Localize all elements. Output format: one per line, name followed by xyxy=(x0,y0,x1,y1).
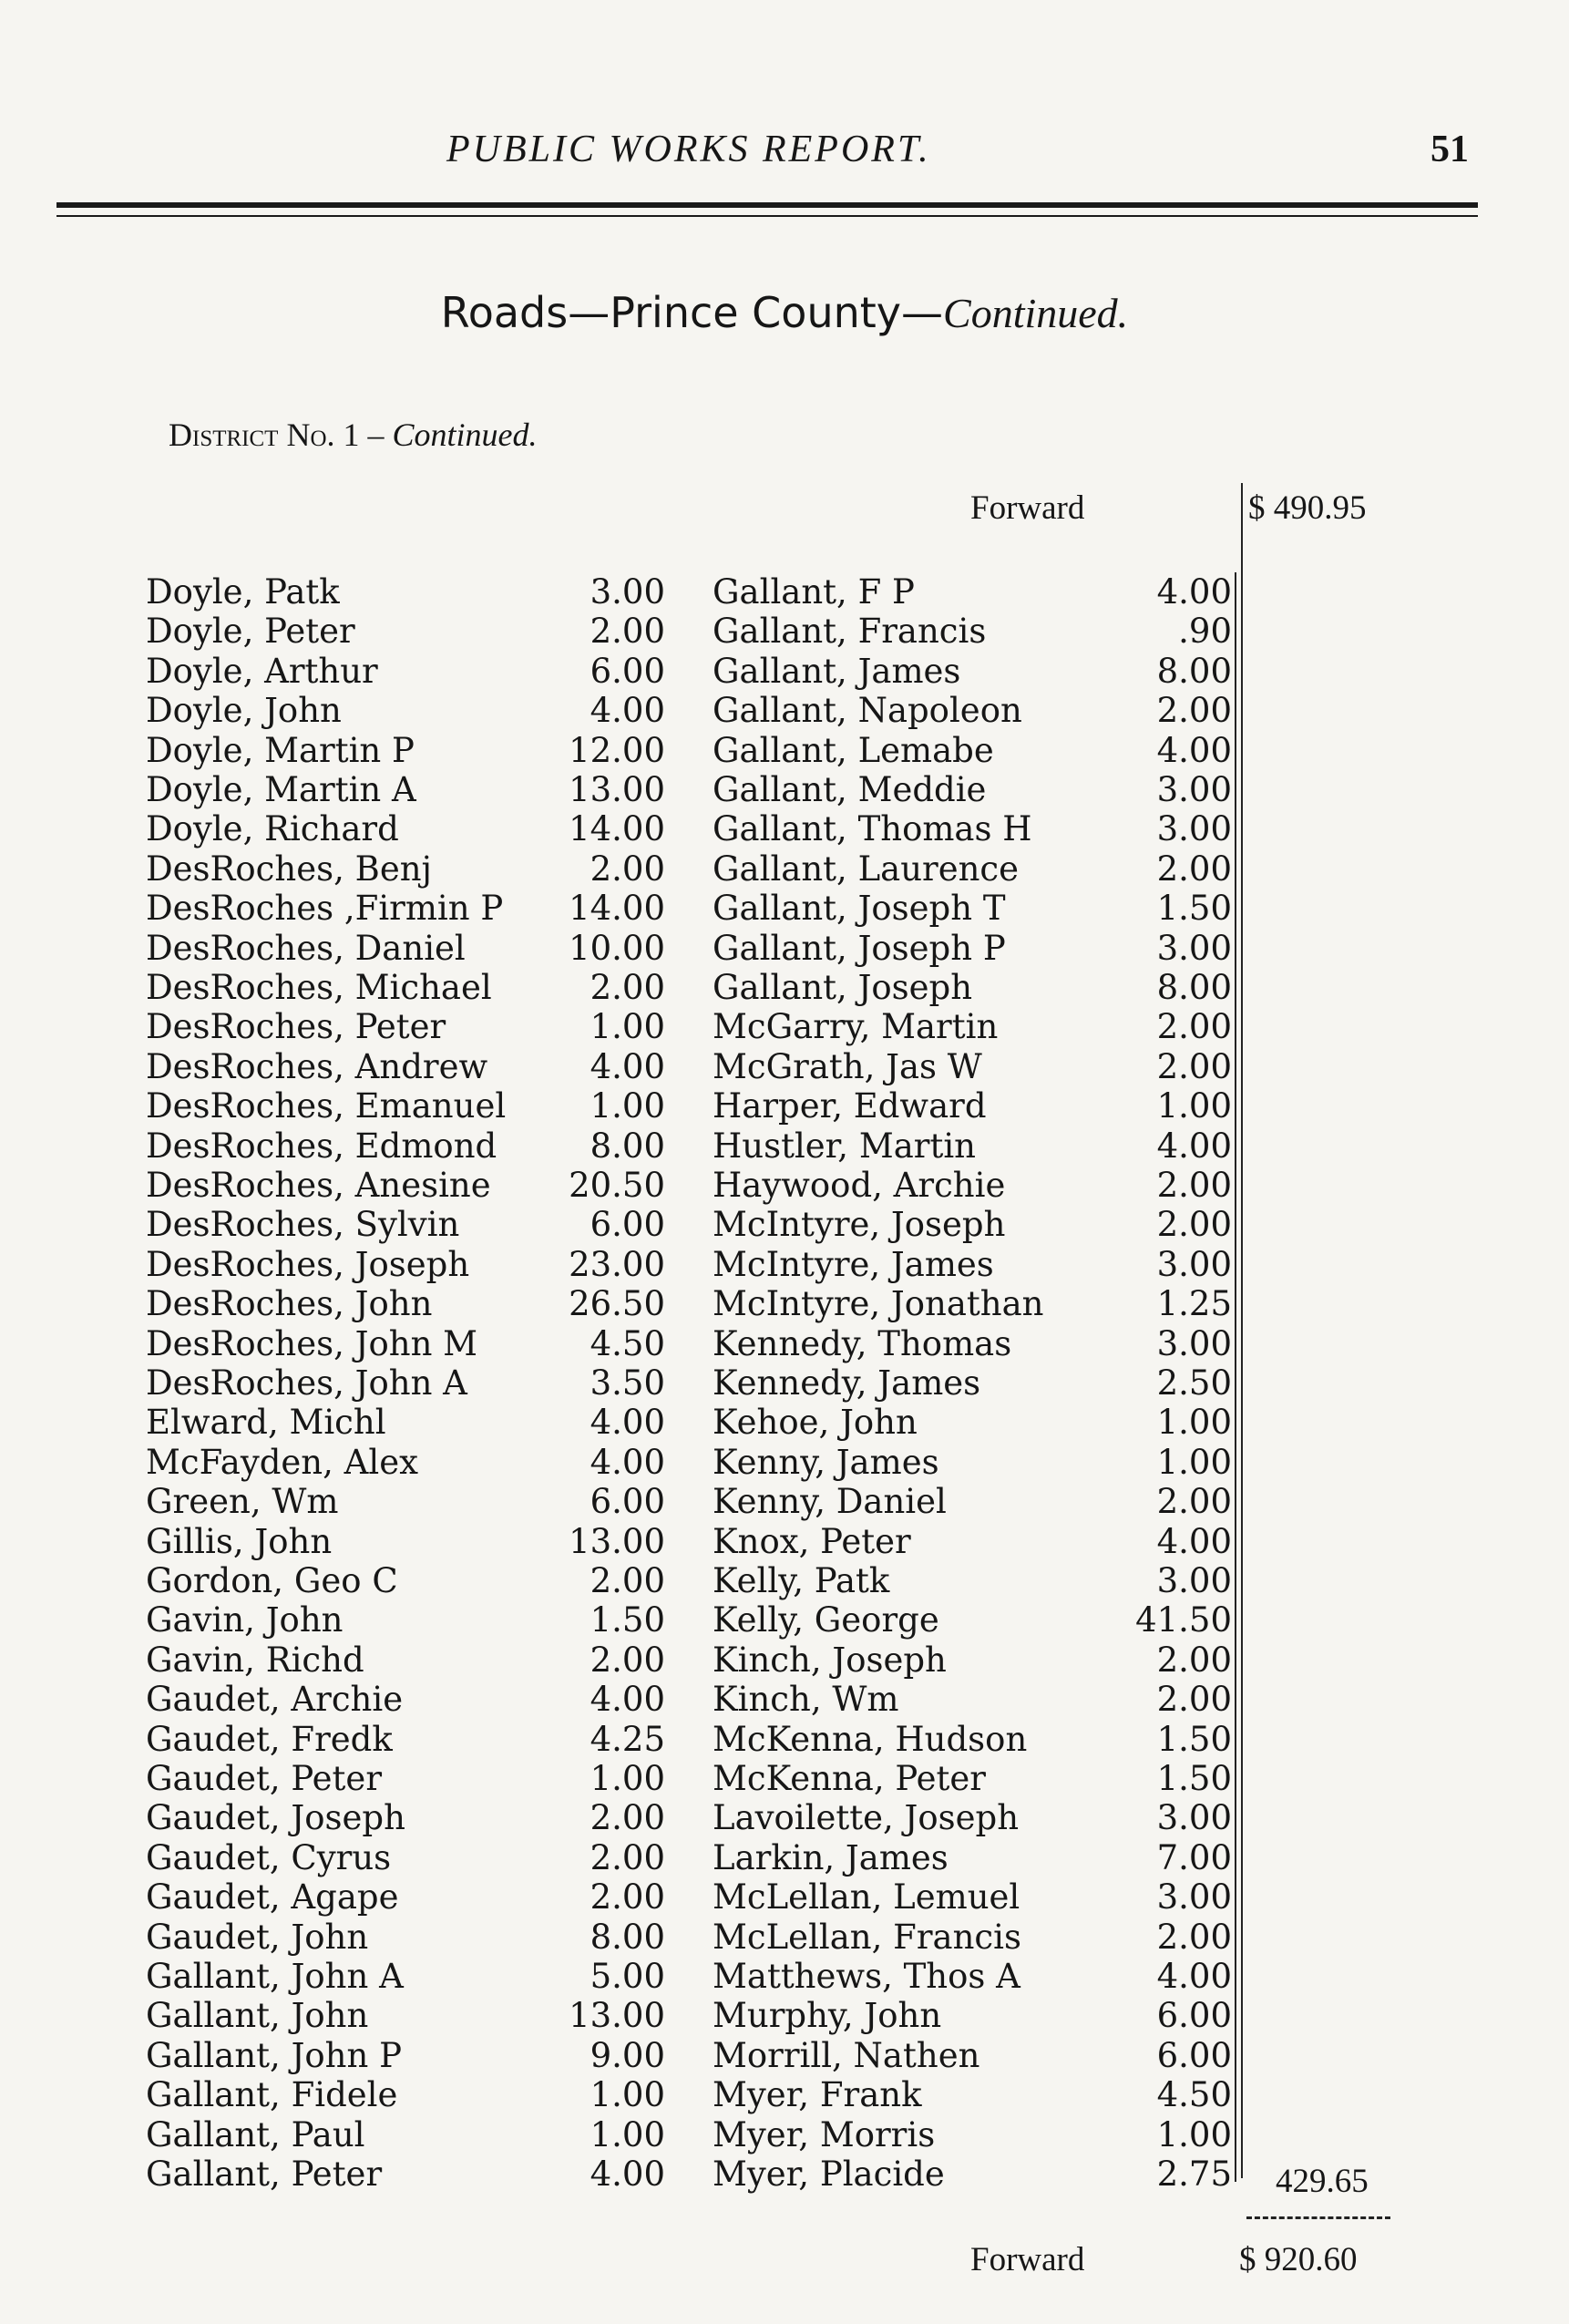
entry-name: Gallant, Fidele xyxy=(146,2075,398,2115)
entry-name: Murphy, John xyxy=(713,1996,942,2036)
entry-name: Gordon, Geo C xyxy=(146,1561,398,1600)
entry-amount: 1.50 xyxy=(1156,1759,1232,1798)
entry-name: Myer, Placide xyxy=(713,2154,945,2194)
entry-name: DesRoches, Daniel xyxy=(146,928,466,968)
entry-amount: 1.00 xyxy=(1156,1442,1232,1482)
forward-amount-top: $ 490.95 xyxy=(1248,489,1367,527)
entry-amount: 1.00 xyxy=(590,2114,665,2154)
entry-name: Doyle, Patk xyxy=(146,572,340,612)
entry-amount: 4.00 xyxy=(590,1680,665,1720)
subtotal-amount: 429.65 xyxy=(1276,2163,1369,2200)
entry-name: Myer, Morris xyxy=(713,2114,936,2154)
entry-amount: 2.00 xyxy=(590,1877,665,1918)
entry-amount: 2.00 xyxy=(1156,1680,1232,1720)
entry-name: Gavin, John xyxy=(146,1600,344,1640)
entry-name: Gallant, Paul xyxy=(146,2114,365,2154)
table-row xyxy=(0,849,1569,889)
entry-name: Gaudet, Peter xyxy=(146,1759,382,1798)
table-row xyxy=(0,652,1569,692)
entry-name: Gaudet, John xyxy=(146,1917,369,1957)
entry-name: Matthews, Thos A xyxy=(713,1957,1020,1996)
entry-amount: 3.00 xyxy=(590,572,665,612)
entry-amount: 6.00 xyxy=(590,1482,665,1522)
entry-amount: 4.00 xyxy=(590,1046,665,1086)
entry-name: Gallant, Francis xyxy=(713,612,987,652)
entry-amount: 1.50 xyxy=(1156,889,1232,929)
entry-amount: 6.00 xyxy=(1156,2035,1232,2075)
table-row xyxy=(0,2075,1569,2115)
table-row xyxy=(0,1838,1569,1878)
entry-amount: 4.00 xyxy=(1156,572,1232,612)
table-row xyxy=(0,2036,1569,2076)
entry-name: Haywood, Archie xyxy=(713,1166,1006,1205)
entry-amount: 2.00 xyxy=(1156,1917,1232,1957)
entry-amount: 12.00 xyxy=(569,730,665,770)
entry-name: Kenny, James xyxy=(713,1442,939,1482)
table-row xyxy=(0,1600,1569,1640)
table-row xyxy=(0,1324,1569,1364)
entry-name: Gallant, Napoleon xyxy=(713,691,1022,731)
entry-name: DesRoches, Peter xyxy=(146,1007,446,1047)
entry-amount: 1.50 xyxy=(590,1600,665,1640)
entry-amount: 10.00 xyxy=(569,928,665,968)
entry-amount: 6.00 xyxy=(590,651,665,691)
entry-name: DesRoches, John M xyxy=(146,1323,478,1363)
entry-name: Harper, Edward xyxy=(713,1086,987,1126)
entry-name: Kinch, Wm xyxy=(713,1680,899,1720)
entry-name: Kinch, Joseph xyxy=(713,1640,947,1680)
table-row xyxy=(0,691,1569,731)
entry-name: Lavoilette, Joseph xyxy=(713,1798,1020,1838)
entry-amount: 2.00 xyxy=(590,1837,665,1877)
entry-amount: 2.50 xyxy=(1156,1363,1232,1403)
entry-name: Gallant, Laurence xyxy=(713,848,1020,889)
entry-amount: 2.00 xyxy=(1156,1007,1232,1047)
entry-amount: 1.00 xyxy=(1156,1403,1232,1443)
entry-amount: 1.00 xyxy=(1156,1086,1232,1126)
entry-amount: 4.00 xyxy=(590,691,665,731)
entry-name: Gaudet, Joseph xyxy=(146,1798,405,1838)
district-heading xyxy=(169,416,538,454)
entry-amount: 2.00 xyxy=(1156,848,1232,889)
entry-name: McFayden, Alex xyxy=(146,1442,418,1482)
subtotal-dashed-rule xyxy=(1246,2216,1390,2219)
entry-amount: 2.00 xyxy=(1156,1205,1232,1245)
entry-amount: 4.00 xyxy=(1156,1957,1232,1996)
entry-name: Knox, Peter xyxy=(713,1521,911,1561)
entry-amount: 4.25 xyxy=(590,1719,665,1759)
entry-amount: 20.50 xyxy=(569,1166,665,1205)
table-row xyxy=(0,1007,1569,1047)
entry-amount: 3.00 xyxy=(1156,809,1232,849)
entry-name: Gallant, Joseph xyxy=(713,968,973,1007)
entry-amount: .90 xyxy=(1178,612,1232,652)
entry-amount: 3.50 xyxy=(590,1363,665,1403)
entry-name: McGrath, Jas W xyxy=(713,1046,982,1086)
running-head xyxy=(0,128,1569,182)
entry-amount: 3.00 xyxy=(1156,928,1232,968)
entry-name: DesRoches, Benj xyxy=(146,848,433,889)
entry-amount: 4.00 xyxy=(1156,1521,1232,1561)
section-title xyxy=(0,288,1569,337)
entry-amount: 8.00 xyxy=(1156,968,1232,1007)
entry-amount: 13.00 xyxy=(569,1996,665,2036)
entry-name: DesRoches, Joseph xyxy=(146,1244,470,1284)
entry-name: McIntyre, James xyxy=(713,1244,994,1284)
entry-amount: 23.00 xyxy=(569,1244,665,1284)
table-row xyxy=(0,1443,1569,1483)
entry-amount: 2.00 xyxy=(590,1798,665,1838)
entry-name: Kehoe, John xyxy=(713,1403,918,1443)
entry-amount: 1.00 xyxy=(590,1759,665,1798)
entry-amount: 4.00 xyxy=(590,1442,665,1482)
entry-name: DesRoches ,Firmin P xyxy=(146,889,504,929)
entry-amount: 14.00 xyxy=(569,809,665,849)
entry-name: Doyle, Martin A xyxy=(146,770,416,809)
entry-name: Kennedy, James xyxy=(713,1363,981,1403)
entry-name: McKenna, Hudson xyxy=(713,1719,1028,1759)
entry-amount: 8.00 xyxy=(1156,651,1232,691)
district-continued: Continued. xyxy=(392,416,538,453)
table-row xyxy=(0,770,1569,810)
entry-amount: 2.00 xyxy=(590,1640,665,1680)
entry-amount: 2.00 xyxy=(1156,1482,1232,1522)
entry-name: Gaudet, Fredk xyxy=(146,1719,393,1759)
entry-amount: 1.00 xyxy=(590,1007,665,1047)
forward-label-top: Forward xyxy=(970,489,1085,527)
table-row xyxy=(0,1561,1569,1601)
entry-amount: 3.00 xyxy=(1156,1877,1232,1918)
entry-name: DesRoches, Edmond xyxy=(146,1126,497,1166)
entry-amount: 4.50 xyxy=(1156,2075,1232,2115)
entry-name: Gallant, John P xyxy=(146,2035,402,2075)
entry-amount: 7.00 xyxy=(1156,1837,1232,1877)
entry-amount: 26.50 xyxy=(569,1284,665,1324)
table-row xyxy=(0,929,1569,969)
table-row xyxy=(0,1126,1569,1167)
entry-name: Gallant, Joseph T xyxy=(713,889,1006,929)
district-label: District No. 1 – xyxy=(169,416,393,453)
entry-amount: 2.00 xyxy=(590,612,665,652)
table-row xyxy=(0,1047,1569,1087)
table-row xyxy=(0,889,1569,929)
table-row xyxy=(0,1720,1569,1760)
entry-amount: 3.00 xyxy=(1156,1798,1232,1838)
entry-name: Gallant, Peter xyxy=(146,2154,383,2194)
entry-amount: 2.75 xyxy=(1156,2154,1232,2194)
table-row xyxy=(0,1403,1569,1443)
entry-name: DesRoches, Andrew xyxy=(146,1046,488,1086)
entry-amount: 4.00 xyxy=(590,1403,665,1443)
entry-amount: 14.00 xyxy=(569,889,665,929)
entry-name: Green, Wm xyxy=(146,1482,339,1522)
entry-amount: 2.00 xyxy=(590,848,665,889)
table-row xyxy=(0,1640,1569,1681)
entry-name: Larkin, James xyxy=(713,1837,949,1877)
entry-amount: 2.00 xyxy=(1156,1166,1232,1205)
entry-name: Kennedy, Thomas xyxy=(713,1323,1012,1363)
table-row xyxy=(0,1759,1569,1799)
entry-name: Doyle, Martin P xyxy=(146,730,415,770)
table-row xyxy=(0,1245,1569,1285)
entry-amount: 2.00 xyxy=(590,1561,665,1600)
entry-name: DesRoches, John A xyxy=(146,1363,467,1403)
entry-amount: 3.00 xyxy=(1156,1323,1232,1363)
entry-amount: 4.50 xyxy=(590,1323,665,1363)
table-row xyxy=(0,1877,1569,1918)
entry-name: Gaudet, Archie xyxy=(146,1680,404,1720)
entry-name: Doyle, Arthur xyxy=(146,651,378,691)
entry-amount: 1.00 xyxy=(590,2075,665,2115)
table-row xyxy=(0,1957,1569,1997)
section-title-continued: Continued. xyxy=(943,290,1129,336)
entry-name: McKenna, Peter xyxy=(713,1759,986,1798)
entry-amount: 1.50 xyxy=(1156,1719,1232,1759)
entry-amount: 2.00 xyxy=(1156,1046,1232,1086)
entry-name: Elward, Michl xyxy=(146,1403,386,1443)
entry-name: Gillis, John xyxy=(146,1521,333,1561)
entry-amount: 8.00 xyxy=(590,1917,665,1957)
entry-name: Gavin, Richd xyxy=(146,1640,364,1680)
entry-name: Doyle, Richard xyxy=(146,809,399,849)
table-row xyxy=(0,1166,1569,1206)
entry-amount: 8.00 xyxy=(590,1126,665,1166)
entry-name: Morrill, Nathen xyxy=(713,2035,980,2075)
table-row xyxy=(0,968,1569,1008)
table-row xyxy=(0,1522,1569,1562)
entry-amount: 4.00 xyxy=(1156,1126,1232,1166)
entry-amount: 2.00 xyxy=(1156,691,1232,731)
entry-name: Gallant, John A xyxy=(146,1957,404,1996)
table-row xyxy=(0,1284,1569,1324)
table-row xyxy=(0,1798,1569,1838)
table-row xyxy=(0,809,1569,849)
page-number: 51 xyxy=(1431,129,1469,170)
table-row xyxy=(0,1363,1569,1404)
entry-amount: 13.00 xyxy=(569,770,665,809)
entry-amount: 6.00 xyxy=(1156,1996,1232,2036)
entry-amount: 2.00 xyxy=(1156,1640,1232,1680)
entry-name: McGarry, Martin xyxy=(713,1007,999,1047)
entry-amount: 13.00 xyxy=(569,1521,665,1561)
table-row xyxy=(0,572,1569,612)
entry-name: McLellan, Lemuel xyxy=(713,1877,1020,1918)
header-rule-thin xyxy=(56,215,1478,217)
entry-amount: 2.00 xyxy=(590,968,665,1007)
entry-name: DesRoches, Emanuel xyxy=(146,1086,507,1126)
entry-amount: 4.00 xyxy=(1156,730,1232,770)
entry-name: Hustler, Martin xyxy=(713,1126,976,1166)
entry-name: Doyle, John xyxy=(146,691,342,731)
entry-amount: 9.00 xyxy=(590,2035,665,2075)
entry-name: Kenny, Daniel xyxy=(713,1482,947,1522)
table-row xyxy=(0,2115,1569,2155)
entry-name: Gallant, Lemabe xyxy=(713,730,994,770)
entry-name: Gaudet, Cyrus xyxy=(146,1837,392,1877)
section-title-main: Roads—Prince County— xyxy=(440,288,944,337)
entry-name: Gaudet, Agape xyxy=(146,1877,399,1918)
entry-name: McIntyre, Joseph xyxy=(713,1205,1006,1245)
entry-name: Gallant, Thomas H xyxy=(713,809,1032,849)
entry-amount: 3.00 xyxy=(1156,1244,1232,1284)
entry-name: DesRoches, Sylvin xyxy=(146,1205,460,1245)
table-row xyxy=(0,1086,1569,1126)
entry-name: DesRoches, John xyxy=(146,1284,433,1324)
entry-amount: 3.00 xyxy=(1156,770,1232,809)
entry-name: Kelly, Patk xyxy=(713,1561,890,1600)
entry-name: Gallant, James xyxy=(713,651,961,691)
entry-name: Gallant, Meddie xyxy=(713,770,987,809)
forward-amount-bottom: $ 920.60 xyxy=(1239,2241,1358,2278)
table-row xyxy=(0,1680,1569,1720)
entry-name: McLellan, Francis xyxy=(713,1917,1021,1957)
entry-amount: 4.00 xyxy=(590,2154,665,2194)
entry-amount: 5.00 xyxy=(590,1957,665,1996)
table-row xyxy=(0,1482,1569,1522)
table-row xyxy=(0,612,1569,652)
entry-amount: 3.00 xyxy=(1156,1561,1232,1600)
entry-amount: 1.00 xyxy=(590,1086,665,1126)
header-rule-thick xyxy=(56,202,1478,208)
entry-amount: 1.00 xyxy=(1156,2114,1232,2154)
entry-name: DesRoches, Michael xyxy=(146,968,492,1007)
entry-name: DesRoches, Anesine xyxy=(146,1166,491,1205)
table-row xyxy=(0,1996,1569,2036)
entry-amount: 6.00 xyxy=(590,1205,665,1245)
entry-name: Myer, Frank xyxy=(713,2075,922,2115)
entry-name: Doyle, Peter xyxy=(146,612,355,652)
report-title: PUBLIC WORKS REPORT. xyxy=(446,129,931,170)
table-row xyxy=(0,1918,1569,1958)
entry-name: Gallant, John xyxy=(146,1996,369,2036)
entry-name: Kelly, George xyxy=(713,1600,939,1640)
entry-name: Gallant, F P xyxy=(713,572,915,612)
entry-name: Gallant, Joseph P xyxy=(713,928,1006,968)
table-row xyxy=(0,1205,1569,1245)
entry-amount: 1.25 xyxy=(1156,1284,1232,1324)
table-row xyxy=(0,731,1569,771)
forward-label-bottom: Forward xyxy=(970,2241,1085,2278)
entry-name: McIntyre, Jonathan xyxy=(713,1284,1044,1324)
entry-amount: 41.50 xyxy=(1135,1600,1232,1640)
